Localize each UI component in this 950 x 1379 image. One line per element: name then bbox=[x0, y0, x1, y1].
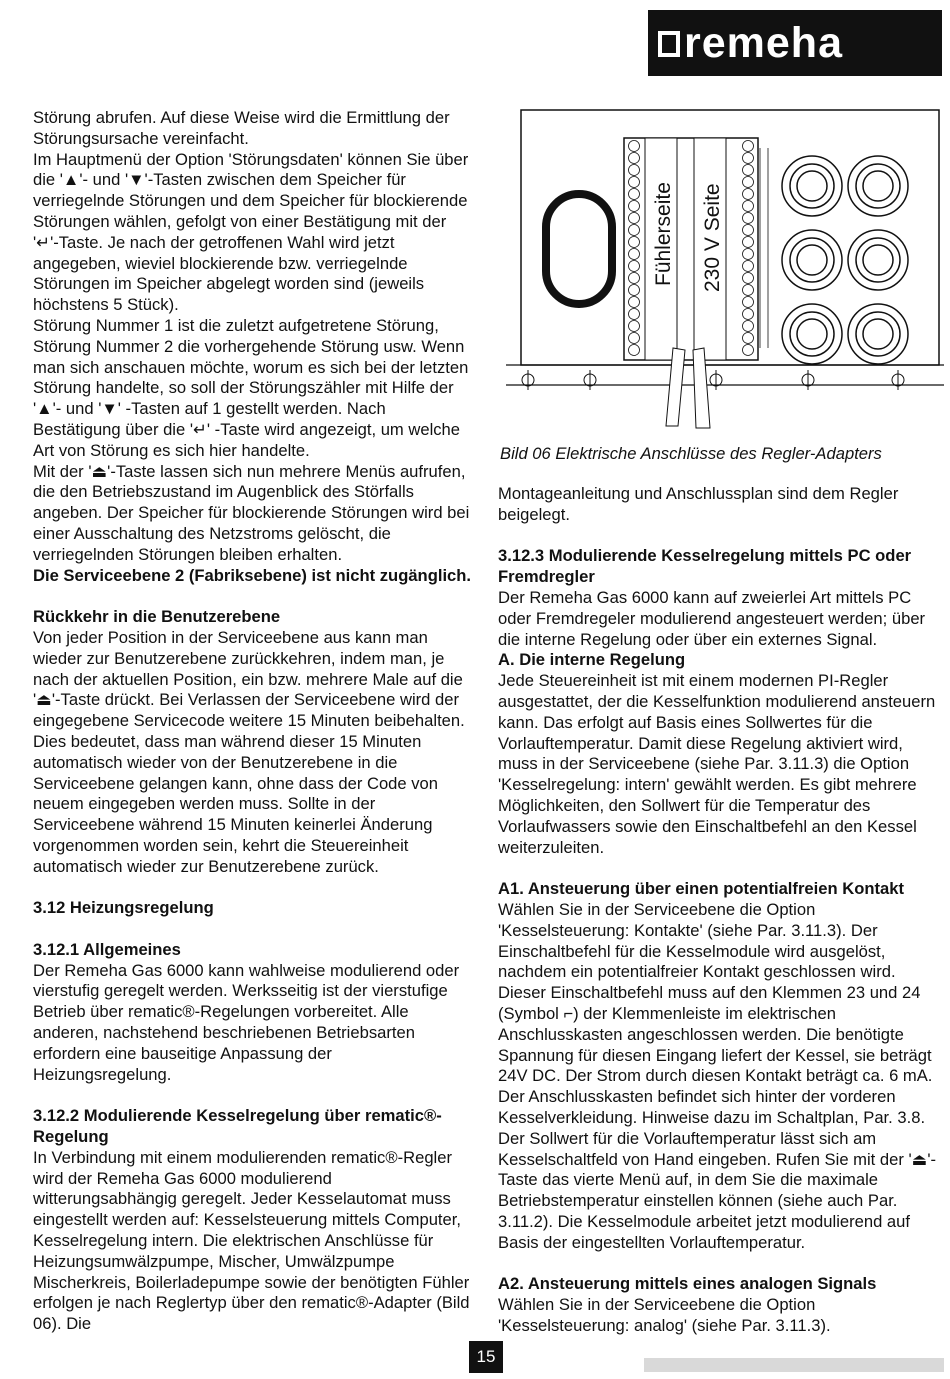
cable-gland bbox=[863, 171, 893, 201]
cable-gland bbox=[848, 304, 908, 364]
heading: 3.12.2 Modulierende Kesselregelung über rematic®-Regelung bbox=[33, 1106, 442, 1147]
terminal-screw bbox=[629, 273, 640, 284]
paragraph: Von jeder Position in der Serviceebene aus kann man wieder zur Benutzerebene zurückkehren, indem man, je nach der aktuellen Position, ein bzw. mehrere Male auf die '⏏'-Taste drückt. Bei Verlassen der Serviceebene wird der eingegebene Servicecode weitere 15 Minuten beibehalten. Dies bedeutet, dass man während dieser 15 Minuten automatisch wieder von der Benutzerebene in die Serviceebene gelangen kann, ohne dass der Code von neuem eingegeben werden muss. Sollte in der Serviceebene während 15 Minuten keinerlei Änderung vorgenommen worden sein, kehrt die Steuereinheit automatisch wieder zur Benutzerebene zurück. bbox=[33, 627, 465, 876]
paragraph-gap bbox=[33, 919, 473, 940]
heading: 3.12.1 Allgemeines bbox=[33, 939, 181, 959]
heading: 3.12.3 Modulierende Kesselregelung mittels PC oder Fremdregler bbox=[498, 546, 912, 587]
terminal-screw bbox=[629, 213, 640, 224]
cable-gland bbox=[782, 156, 842, 216]
heading: A. Die interne Regelung bbox=[498, 650, 686, 670]
terminal-screw bbox=[743, 261, 754, 272]
cable-gland bbox=[848, 230, 908, 290]
paragraph-gap bbox=[33, 586, 473, 607]
cable-gland bbox=[863, 245, 893, 275]
terminal-screw bbox=[743, 345, 754, 356]
heading: 3.12 Heizungsregelung bbox=[33, 898, 214, 918]
paragraph-gap bbox=[33, 877, 473, 898]
terminal-screw bbox=[629, 297, 640, 308]
paragraph: Der Remeha Gas 6000 kann wahlweise modulierend oder vierstufig geregelt werden. Werksseitig ist der vierstufige Betrieb über rematic®-Regelungen vorbereitet. Alle anderen, nachstehend beschriebenen Betriebsarten erfordern eine bauseitige Anpassung der Heizungsregelung. bbox=[33, 960, 460, 1084]
terminal-screw bbox=[743, 249, 754, 260]
terminal-screw bbox=[743, 297, 754, 308]
figure-caption: Bild 06 Elektrische Anschlüsse des Regler-Adapters bbox=[500, 444, 882, 463]
paragraph: Der Remeha Gas 6000 kann auf zweierlei Art mittels PC oder Fremdregeler modulierend angesteuert werden; über die interne Regelung oder über ein externes Signal. bbox=[498, 587, 926, 649]
terminal-screw bbox=[743, 141, 754, 152]
label-fuehlerseite: Fühlerseite bbox=[652, 182, 675, 286]
terminal-screw bbox=[743, 213, 754, 224]
paragraph-gap bbox=[33, 1085, 473, 1106]
paragraph-gap bbox=[498, 526, 944, 547]
cable-gland bbox=[797, 171, 827, 201]
terminal-screw bbox=[743, 189, 754, 200]
terminal-screw bbox=[629, 249, 640, 260]
terminal-screw bbox=[743, 237, 754, 248]
paragraph: Störung Nummer 1 ist die zuletzt aufgetretene Störung, Störung Nummer 2 die vorhergehende Störung usw. Wenn man sich anschauen möchte, worum es sich bei der letzten Störung handelte, so soll der Störungszähler mit Hilfe der '▲'- und '▼' -Tasten auf 1 gestellt werden. Nach Bestätigung über die '↵' -Taste wird angezeigt, um welche Art von Störung es sich hier handelte. bbox=[33, 315, 469, 460]
terminal-screw bbox=[743, 225, 754, 236]
terminal-screw bbox=[629, 321, 640, 332]
cable-gland bbox=[848, 156, 908, 216]
remeha-logo bbox=[648, 10, 942, 76]
footer-bar bbox=[644, 1358, 944, 1372]
logo-mark-icon bbox=[658, 31, 680, 57]
terminal-screw bbox=[743, 333, 754, 344]
paragraph-gap bbox=[498, 858, 944, 879]
terminal-screw bbox=[743, 321, 754, 332]
terminal-screw bbox=[629, 333, 640, 344]
paragraph: Jede Steuereinheit ist mit einem modernen PI-Regler ausgestattet, der die Kesselfunktion modulierend ansteuern kann. Das erfolgt auf Basis eines Sollwertes für die Vorlauftemperatur. Damit diese Regelung aktiviert wird, muss in der Serviceebene (siehe Par. 3.11.3) die Option 'Kesselregelung: intern' gewählt werden. Es gibt mehrere Möglichkeiten, den Sollwert für die Temperatur des Vorlaufwassers sowie den Einschaltbefehl an den Kessel weiterzuleiten. bbox=[498, 671, 936, 857]
terminal-screw bbox=[629, 285, 640, 296]
figure-regler-adapter bbox=[498, 98, 944, 438]
right-column bbox=[498, 484, 944, 1337]
terminal-screw bbox=[629, 309, 640, 320]
terminal-screw bbox=[629, 345, 640, 356]
heading: A1. Ansteuerung über einen potentialfreien Kontakt bbox=[498, 879, 904, 899]
terminal-screw bbox=[743, 177, 754, 188]
terminal-screw bbox=[629, 237, 640, 248]
cable-grommet-oval bbox=[546, 194, 612, 304]
left-column bbox=[33, 108, 473, 1335]
paragraph: Mit der '⏏'-Taste lassen sich nun mehrere Menüs aufrufen, die den Betriebszustand im Augenblick des Störfalls angeben. Der Speicher für blockierende Störungen wird bei einer Ausschaltung des Netzstroms gelöscht, die verriegelnden Störungen bleiben erhalten. bbox=[33, 461, 470, 564]
terminal-screw bbox=[629, 225, 640, 236]
terminal-screw bbox=[629, 201, 640, 212]
paragraph: Montageanleitung und Anschlussplan sind dem Regler beigelegt. bbox=[498, 484, 899, 524]
cable-gland bbox=[782, 304, 842, 364]
terminal-screw bbox=[743, 309, 754, 320]
terminal-screw bbox=[629, 153, 640, 164]
brand-name: remeha bbox=[684, 19, 843, 67]
cable-gland bbox=[863, 319, 893, 349]
label-230v-seite: 230 V Seite bbox=[701, 183, 724, 292]
paragraph-gap bbox=[498, 1253, 944, 1274]
cable-gland bbox=[782, 230, 842, 290]
paragraph: Im Hauptmenü der Option 'Störungsdaten' können Sie über die '▲'- und '▼'-Tasten zwischen dem Speicher für verriegelnde Störungen und dem Speicher für blockierende Störungen wählen, gefolgt von einer Bestätigung mit der '↵'-Taste. Je nach der getroffenen Wahl wird jetzt angegeben, wieviel blockierende bzw. verriegelnde Störungen im Speicher abgelegt worden sind (jeweils höchstens 5 Stück). bbox=[33, 149, 469, 315]
heading: Die Serviceebene 2 (Fabriksebene) ist nicht zugänglich. bbox=[33, 565, 472, 585]
paragraph: Störung abrufen. Auf diese Weise wird die Ermittlung der Störungsursache vereinfacht. bbox=[33, 108, 450, 148]
terminal-screw bbox=[743, 285, 754, 296]
terminal-screw bbox=[629, 189, 640, 200]
terminal-screw bbox=[743, 165, 754, 176]
paragraph: Wählen Sie in der Serviceebene die Option 'Kesselsteuerung: Kontakte' (siehe Par. 3.11.3). Der Einschaltbefehl für die Kesselmodule wird ausgelöst, nachdem ein potentialfreier Kontakt geschlossen wird. bbox=[498, 899, 896, 982]
page-number: 15 bbox=[469, 1341, 503, 1373]
paragraph: In Verbindung mit einem modulierenden rematic®-Regler wird der Remeha Gas 6000 modulierend witterungsabhängig geregelt. Jeder Kesselautomat muss eingestellt werden auf: Kesselsteuerung mittels Computer, Kesselregelung intern. Die elektrischen Anschlüsse für Heizungsumwälzpumpe, Mischer, Umwälzpumpe Mischerkreis, Boilerladepumpe sowie der benötigten Fühler erfolgen je nach Reglertyp über den rematic®-Adapter (Bild 06). Die bbox=[33, 1147, 470, 1334]
paragraph: Wählen Sie in der Serviceebene die Option 'Kesselsteuerung: analog' (siehe Par. 3.11.3). bbox=[498, 1295, 831, 1335]
cable-gland bbox=[797, 245, 827, 275]
terminal-screw bbox=[629, 177, 640, 188]
paragraph: Dieser Einschaltbefehl muss auf den Klemmen 23 und 24 (Symbol ⌐) der Klemmenleiste im elektrischen Anschlusskasten angeschlossen werden. Die benötigte Spannung für diesen Eingang liefert der Kessel, sie beträgt 24V DC. Der Strom durch diesen Kontakt beträgt ca. 6 mA. Der Anschlusskasten befindet sich hinter der vorderen Kesselverkleidung. Hinweise dazu im Schaltplan, Par. 3.8. Der Sollwert für die Vorlauftemperatur lässt sich am Kesselschaltfeld von Hand eingeben. Rufen Sie mit der '⏏'-Taste das vierte Menü auf, in dem Sie die maximale Betriebstemperatur einstellen können (siehe auch Par. 3.11.2). Die Kesselmodule arbeitet jetzt modulierend auf Basis der eingestellten Vorlauftemperatur. bbox=[498, 983, 937, 1252]
terminal-screw bbox=[629, 261, 640, 272]
terminal-screw bbox=[743, 153, 754, 164]
adapter-diagram bbox=[498, 98, 944, 438]
terminal-screw bbox=[629, 165, 640, 176]
cable-gland bbox=[797, 319, 827, 349]
terminal-screw bbox=[629, 141, 640, 152]
terminal-screw bbox=[743, 273, 754, 284]
terminal-block bbox=[624, 138, 758, 360]
heading: Rückkehr in die Benutzerebene bbox=[33, 607, 281, 627]
terminal-screw bbox=[743, 201, 754, 212]
heading: A2. Ansteuerung mittels eines analogen Signals bbox=[498, 1274, 877, 1294]
